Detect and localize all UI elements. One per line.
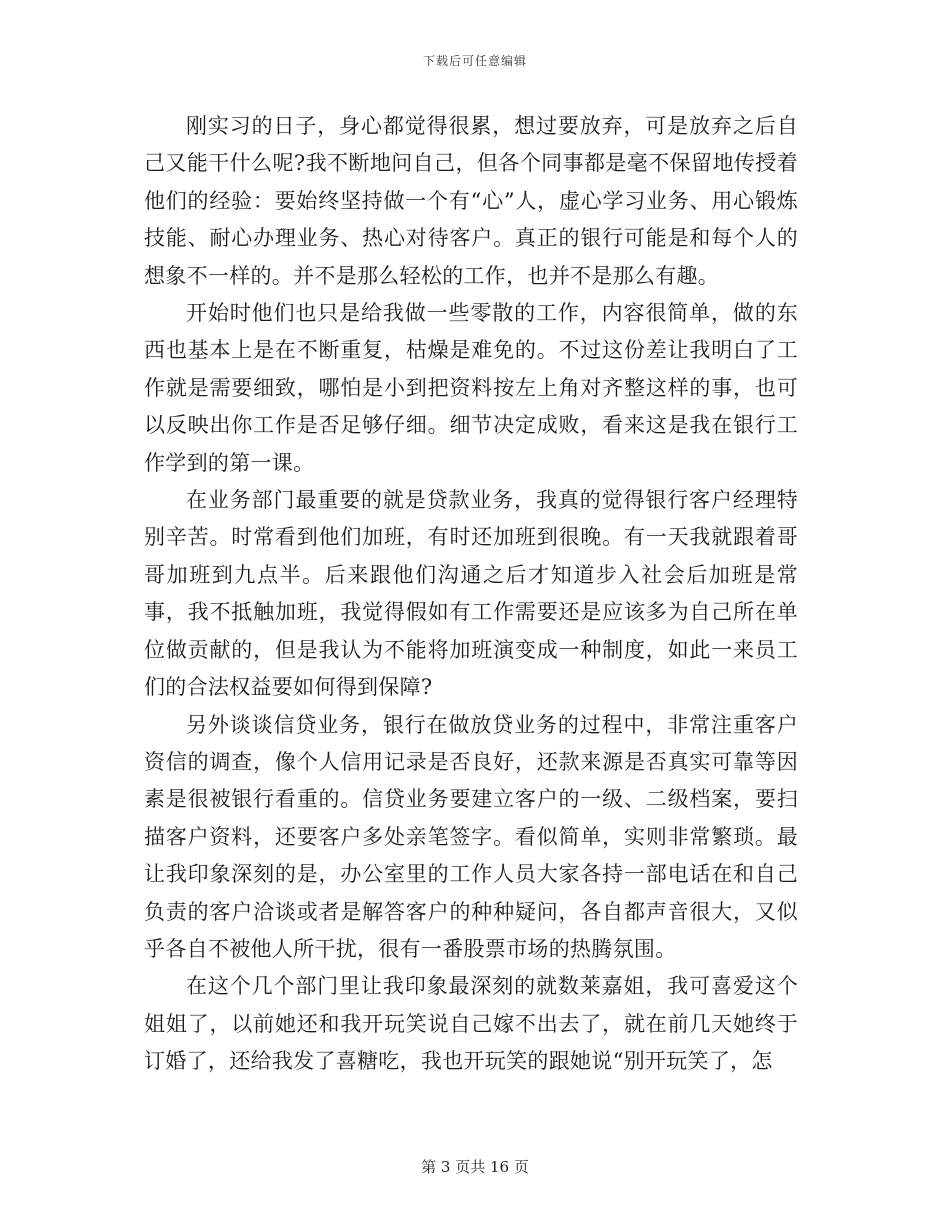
paragraph-3: 在业务部门最重要的就是贷款业务，我真的觉得银行客户经理特别辛苦。时常看到他们加班，有时还加班到很晚。有一天我就跟着哥哥加班到九点半。后来跟他们沟通之后才知道步入社会后加班是常事，我不抵触加班，我觉得假如有工作需要还是应该多为自己所在单位做贡献的，但是我认为不能将加班演变成一种制度，如此一来员工们的合法权益要如何得到保障? [144,488,798,700]
paragraph-2: 开始时他们也只是给我做一些零散的工作，内容很简单，做的东西也基本上是在不断重复，枯燥是难免的。不过这份差让我明白了工作就是需要细致，哪怕是小到把资料按左上角对齐整这样的事，也可以反映出你工作是否足够仔细。细节决定成败，看来这是我在银行工作学到的第一课。 [144,301,798,475]
paragraph-4: 另外谈谈信贷业务，银行在做放贷业务的过程中，非常注重客户资信的调查，像个人信用记录是否良好，还款来源是否真实可靠等因素是很被银行看重的。信贷业务要建立客户的一级、二级档案，要扫描客户资料，还要客户多处亲笔签字。看似简单，实则非常繁琐。最让我印象深刻的是，办公室里的工作人员大家各持一部电话在和自己负责的客户洽谈或者是解答客户的种种疑问，各自都声音很大，又似乎各自不被他人所干扰，很有一番股票市场的热腾氛围。 [144,712,798,961]
page-number: 第 3 页共 16 页 [421,1158,529,1176]
page-header-note: 下载后可任意编辑 [422,54,527,68]
paragraph-1: 刚实习的日子，身心都觉得很累，想过要放弃，可是放弃之后自己又能干什么呢?我不断地问自己，但各个同事都是毫不保留地传授着他们的经验：要始终坚持做一个有“心”人，虚心学习业务、用心锻炼技能、耐心办理业务、热心对待客户。真正的银行可能是和每个人的想象不一样的。并不是那么轻松的工作，也并不是那么有趣。 [144,114,798,288]
document-body [144,108,798,1081]
paragraph-5: 在这个几个部门里让我印象最深刻的就数莱嘉姐，我可喜爱这个姐姐了，以前她还和我开玩笑说自己嫁不出去了，就在前几天她终于订婚了，还给我发了喜糖吃，我也开玩笑的跟她说“别开玩笑了，怎 [144,974,798,1074]
